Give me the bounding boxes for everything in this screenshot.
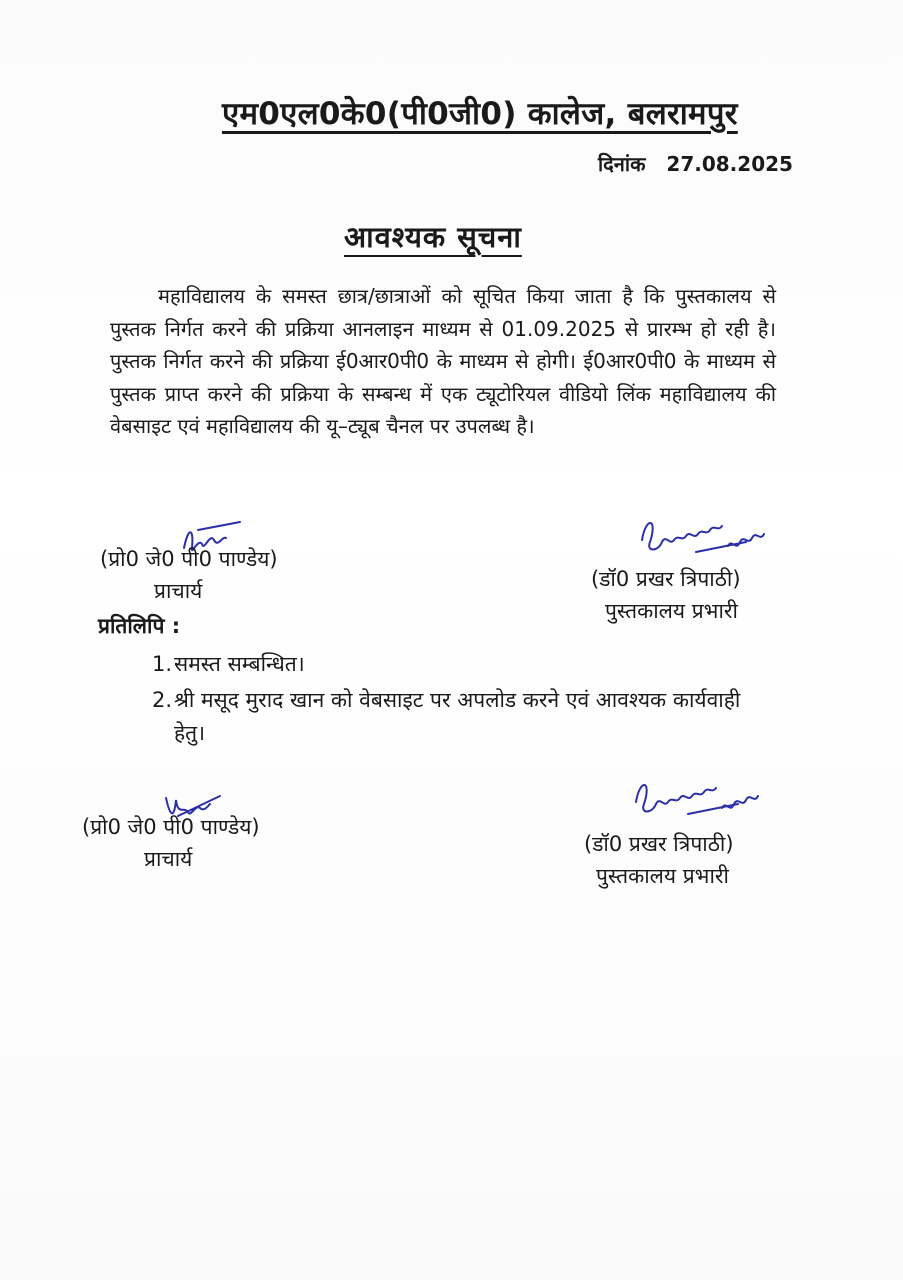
list-item-number: 1. [152, 652, 173, 676]
list-item [152, 648, 762, 681]
principal-role: प्राचार्य [144, 847, 193, 871]
librarian-signature-block-2 [584, 828, 734, 892]
principal-name: (प्रो0 जे0 पी0 पाण्डेय) [82, 815, 260, 839]
principal-signature-block-1 [100, 543, 278, 607]
list-item [152, 684, 762, 750]
librarian-signature [630, 772, 790, 832]
copy-list [152, 648, 762, 753]
copy-heading: प्रतिलिपि : [98, 614, 181, 638]
librarian-name: (डॉ0 प्रखर त्रिपाठी) [591, 567, 741, 591]
notice-body: महाविद्यालय के समस्त छात्र/छात्राओं को सूचित किया जाता है कि पुस्तकालय से पुस्तक निर्गत करने की प्रक्रिया आनलाइन माध्यम से 01.09.2025 से प्रारम्भ हो रही है। पुस्तक निर्गत करने की प्रक्रिया ई0आर0पी0 के माध्यम से होगी। ई0आर0पी0 के माध्यम से पुस्तक प्राप्त करने की प्रक्रिया के सम्बन्ध में एक ट्यूटोरियल वीडियो लिंक महाविद्यालय की वेबसाइट एवं महाविद्यालय की यू–ट्यूब चैनल पर उपलब्ध है। [110, 284, 776, 438]
list-item-text: समस्त सम्बन्धित। [174, 652, 305, 676]
college-title: एम0एल0के0(पी0जी0) कालेज, बलरामपुर [222, 96, 738, 132]
librarian-name: (डॉ0 प्रखर त्रिपाठी) [584, 832, 734, 856]
date-label: दिनांक [598, 152, 646, 176]
principal-name: (प्रो0 जे0 पी0 पाण्डेय) [100, 547, 278, 571]
list-item-text: श्री मसूद मुराद खान को वेबसाइट पर अपलोड करने एवं आवश्यक कार्यवाही हेतु। [174, 688, 741, 745]
librarian-role: पुस्तकालय प्रभारी [596, 864, 729, 888]
notice-heading: आवश्यक सूचना [344, 220, 522, 254]
list-item-number: 2. [152, 688, 173, 712]
date-line [598, 150, 793, 177]
librarian-role: पुस्तकालय प्रभारी [605, 599, 738, 623]
librarian-signature-block-1 [591, 563, 741, 627]
principal-role: प्राचार्य [154, 579, 203, 603]
date-value: 27.08.2025 [666, 152, 793, 176]
principal-signature-block-2 [82, 811, 260, 875]
